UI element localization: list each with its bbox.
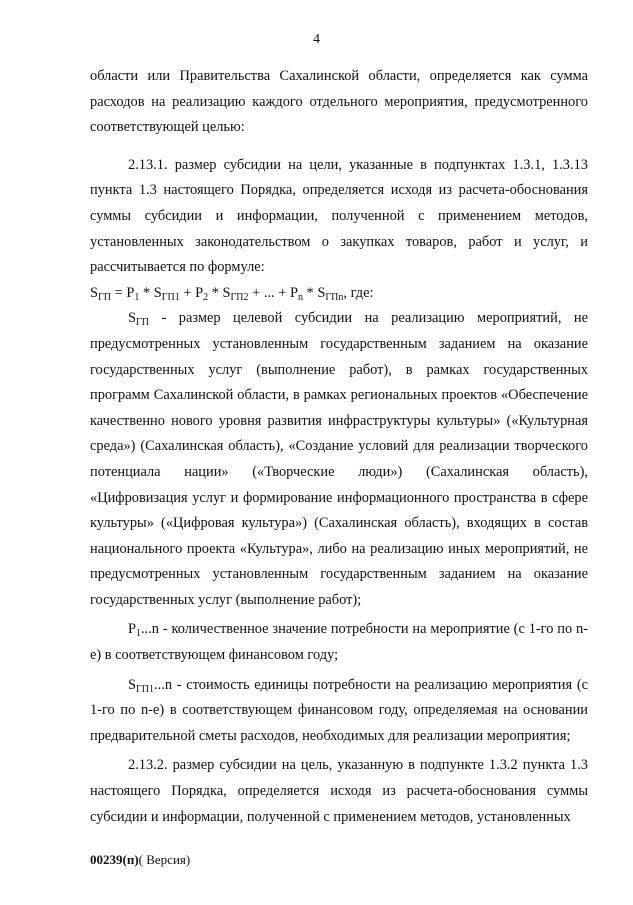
document-code: 00239(п) — [90, 852, 139, 867]
page-number: 4 — [313, 32, 320, 47]
definition-s-gp1: $S_{ГП1}...n$ - стоимость единицы потребности на реализацию мероприятия (с 1-го по n-е) в соответствующем финансовом году, определяемая на основании предварительной сметы расходов, необходимых для реализации мероприятия; — [90, 676, 588, 744]
paragraph-2-13-1: 2.13.1. размер субсидии на цели, указанные в подпунктах 1.3.1, 1.3.13 пункта 1.3 настоящего Порядка, определяется исходя из расчета-обоснования суммы субсидии и информации, полученной с применением методов, установленных законодательством о закупках товаров, работ и услуг, и рассчитывается по формуле: — [90, 156, 588, 276]
version-label: ( Версия) — [138, 852, 191, 867]
definition-p: $P_1...n$ - количественное значение потребности на мероприятие (с 1-го по n-е) в соответствующем финансовом году; — [90, 621, 588, 664]
paragraph-2-13-2: 2.13.2. размер субсидии на цель, указанную в подпункте 1.3.2 пункта 1.3 настоящего Порядка, определяется исходя из расчета-обоснования суммы субсидии и информации, полученной с применением методов, установленных — [90, 757, 588, 825]
document-body — [90, 64, 588, 830]
definition-s-gp: $S_{ГП}$ - размер целевой субсидии на реализацию мероприятий, не предусмотренных установленным государственным заданием на оказание государственных услуг (выполнение работ), в рамках государственных программ Сахалинской области, в рамках региональных проектов «Обеспечение качественно нового уровня развития инфраструктуры культуры» («Культурная среда») (Сахалинская область), «Создание условий для реализации творческого потенциала нации» («Творческие люди») (Сахалинская область), «Цифровизация услуг и формирование информационного пространства в сфере культуры» («Цифровая культура») (Сахалинская область), входящих в состав национального проекта «Культура», либо на реализацию иных мероприятий, не предусмотренных установленным государственным заданием на оказание государственных услуг (выполнение работ); — [90, 310, 588, 608]
formula: $S_{ГП} = P_1 * S_{ГП1} + P_2 * S_{ГП2}$ + ... + $P_n * S_{ГПn}$, где: — [90, 284, 374, 303]
paragraph-1: области или Правительства Сахалинской области, определяется как сумма расходов на реализацию каждого отдельного мероприятия, предусмотренного соответствующей целью: — [90, 68, 588, 136]
footer — [90, 852, 190, 868]
